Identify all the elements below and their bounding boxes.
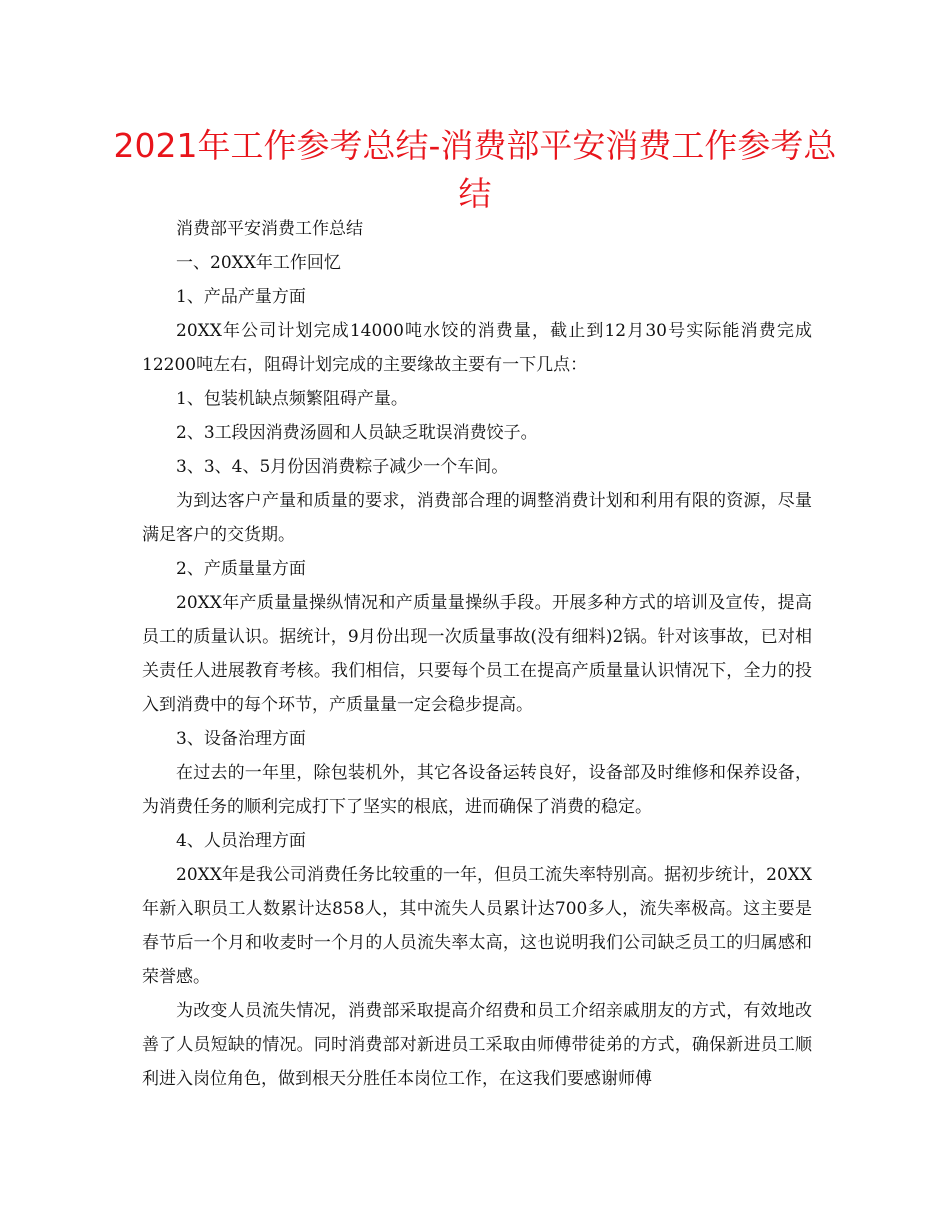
document-title: 2021年工作参考总结-消费部平安消费工作参考总结 (113, 126, 837, 213)
paragraph-subtitle: 消费部平安消费工作总结 (176, 219, 363, 239)
subsection-heading-quality: 2、产质量量方面 (176, 559, 306, 579)
subsection-heading-equipment: 3、设备治理方面 (176, 729, 306, 749)
paragraph-customer-requirements: 为到达客户产量和质量的要求，消费部合理的调整消费计划和利用有限的资源，尽量满足客户的交货期。 (142, 491, 812, 545)
list-item-reason-1: 1、包装机缺点频繁阻碍产量。 (176, 389, 408, 409)
paragraph-output-plan: 20XX年公司计划完成14000吨水饺的消费量，截止到12月30号实际能消费完成12200吨左右，阻碍计划完成的主要缘故主要有一下几点： (142, 321, 812, 375)
subsection-heading-personnel: 4、人员治理方面 (176, 831, 306, 851)
paragraph-quality: 20XX年产质量量操纵情况和产质量量操纵手段。开展多种方式的培训及宣传，提高员工的质量认识。据统计，9月份出现一次质量事故(没有细料)2锅。针对该事故，已对相关责任人进展教育考核。我们相信，只要每个员工在提高产质量量认识情况下，全力的投入到消费中的每个环节，产质量量一定会稳步提高。 (142, 593, 812, 715)
document-body (142, 212, 812, 1096)
list-item-reason-3: 3、3、4、5月份因消费粽子减少一个车间。 (176, 457, 509, 477)
paragraph-personnel-turnover: 20XX年是我公司消费任务比较重的一年，但员工流失率特别高。据初步统计，20XX年新入职员工人数累计达858人，其中流失人员累计达700多人，流失率极高。这主要是春节后一个月和收麦时一个月的人员流失率太高，这也说明我们公司缺乏员工的归属感和荣誉感。 (142, 865, 812, 987)
paragraph-equipment: 在过去的一年里，除包装机外，其它各设备运转良好，设备部及时维修和保养设备，为消费任务的顺利完成打下了坚实的根底，进而确保了消费的稳定。 (142, 763, 812, 817)
section-heading-review: 一、20XX年工作回忆 (176, 253, 341, 273)
list-item-reason-2: 2、3工段因消费汤圆和人员缺乏耽误消费饺子。 (176, 423, 538, 443)
subsection-heading-output: 1、产品产量方面 (176, 287, 306, 307)
paragraph-personnel-measures: 为改变人员流失情况，消费部采取提高介绍费和员工介绍亲戚朋友的方式，有效地改善了人员短缺的情况。同时消费部对新进员工采取由师傅带徒弟的方式，确保新进员工顺利进入岗位角色，做到根天分胜任本岗位工作，在这我们要感谢师傅 (142, 1001, 812, 1089)
